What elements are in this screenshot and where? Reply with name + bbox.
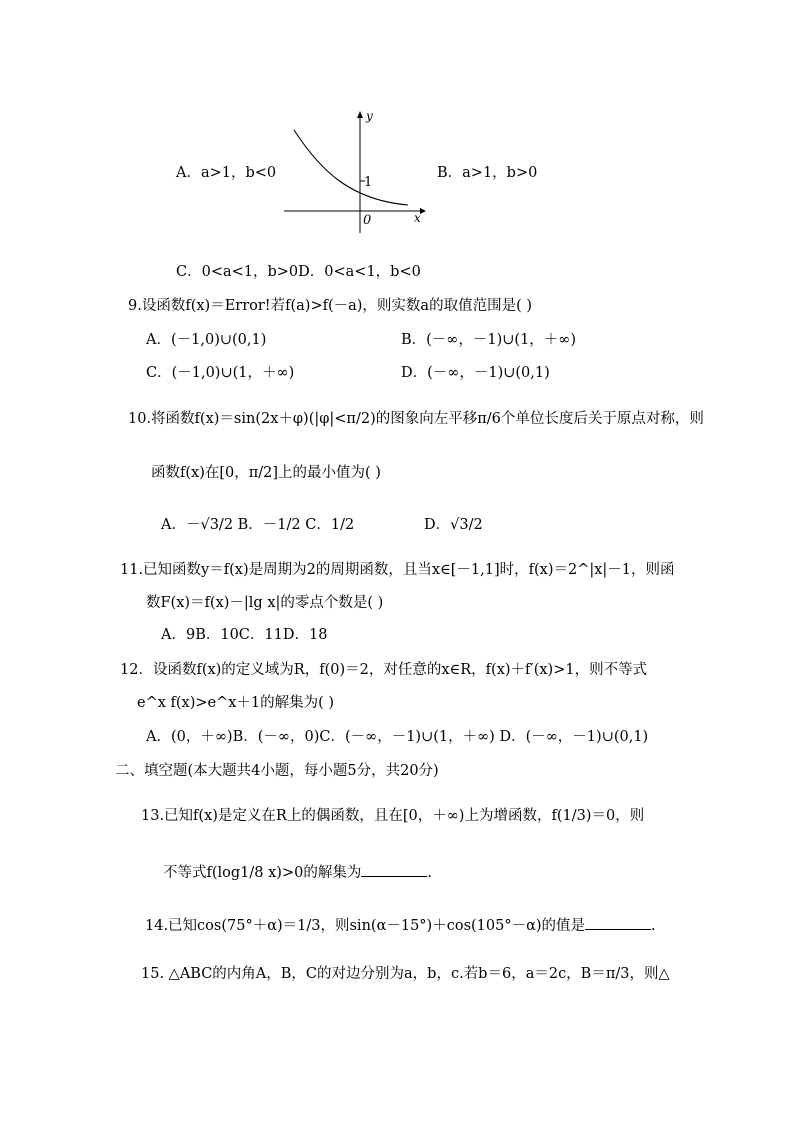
q11-stem-continued: 数F(x)＝f(x)－|lg x|的零点个数是( ) [146, 595, 384, 611]
q13-stem-continued [163, 862, 432, 883]
q9-option-c: C．(－1,0)∪(1，＋∞) [146, 365, 295, 381]
q12-stem: 12．设函数f(x)的定义域为R，f(0)＝2，对任意的x∈R，f(x)＋f′(x)>1，则不等式 [120, 662, 648, 678]
y-axis-arrow [357, 111, 363, 118]
q9-option-a: A．(－1,0)∪(0,1) [146, 332, 267, 348]
q10-stem-continued: 函数f(x)在[0，π/2]上的最小值为( ) [151, 465, 381, 481]
q14-stem: 14.已知cos(75°＋α)＝1/3，则sin(α－15°)＋cos(105°－α)的值是 [145, 918, 586, 934]
curve [294, 130, 408, 205]
q15-stem: 15. △ABC的内角A，B，C的对边分别为a，b，c.若b＝6，a＝2c，B＝π/3，则△ [141, 966, 670, 982]
q13-stem: 13.已知f(x)是定义在R上的偶函数，且在[0，＋∞)上为增函数，f(1/3)＝0，则 [141, 808, 645, 824]
q8-option-a: A．a>1，b<0 [176, 165, 277, 181]
q8-option-b: B．a>1，b>0 [437, 165, 538, 181]
q13-period: . [427, 865, 432, 881]
q14-stem-line [145, 915, 656, 936]
q12-stem-continued: e^x f(x)>e^x＋1的解集为( ) [137, 695, 335, 711]
q11-stem: 11.已知函数y＝f(x)是周期为2的周期函数，且当x∈[－1,1]时，f(x)＝2^|x|－1，则函 [120, 562, 675, 578]
section-two-title: 二、填空题(本大题共4小题，每小题5分，共20分) [115, 763, 439, 779]
q14-period: . [651, 918, 656, 934]
q9-option-b: B．(－∞，－1)∪(1，＋∞) [401, 332, 577, 348]
q13-answer-blank [361, 862, 427, 877]
q13-stem2-text: 不等式f(log1/8 x)>0的解集为 [163, 865, 362, 881]
q9-stem: 9.设函数f(x)＝Error!若f(a)>f(－a)，则实数a的取值范围是( ) [128, 298, 532, 314]
q9-option-d: D．(－∞，－1)∪(0,1) [401, 365, 550, 381]
origin-label: 0 [363, 213, 372, 228]
x-axis-label: x [414, 211, 421, 225]
q12-options: A．(0，＋∞)B．(－∞，0)C．(－∞，－1)∪(1，＋∞) D．(－∞，－1)∪(0,1) [146, 729, 649, 745]
q8-graph [280, 108, 430, 238]
q14-answer-blank [585, 915, 651, 930]
y-axis-label: y [366, 109, 373, 123]
q10-stem: 10.将函数f(x)＝sin(2x＋φ)(|φ|<π/2)的图象向左平移π/6个单位长度后关于原点对称，则 [128, 411, 704, 427]
q10-option-d: D．√3/2 [424, 517, 483, 533]
q11-options: A．9B．10C．11D．18 [161, 627, 328, 643]
q10-options-abc: A．－√3/2 B．－1/2 C．1/2 [161, 517, 355, 533]
q8-options-cd: C．0<a<1，b>0D．0<a<1，b<0 [176, 264, 421, 280]
x-axis-arrow [420, 208, 426, 214]
tick-label-one: 1 [364, 175, 373, 190]
exponential-graph [280, 108, 430, 238]
